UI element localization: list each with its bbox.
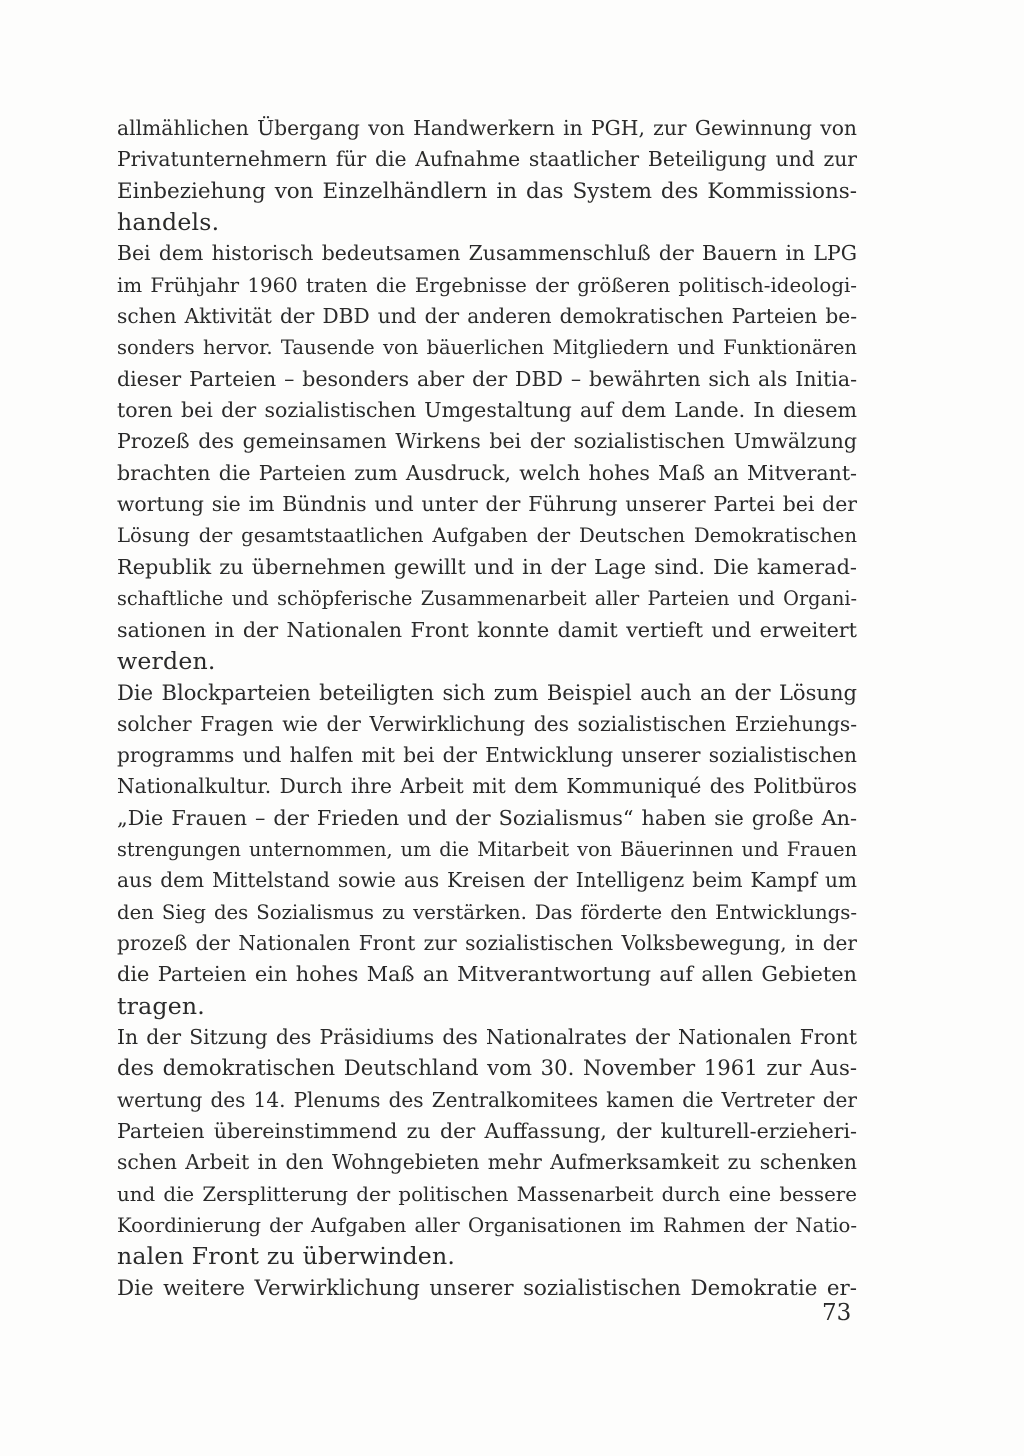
text-line: Koordinierung der Aufgaben aller Organisationen im Rahmen der Natio- — [117, 1214, 857, 1238]
text-line: die Parteien ein hohes Maß an Mitverantwortung auf allen Gebieten — [117, 962, 857, 987]
text-line: Einbeziehung von Einzelhändlern in das System des Kommissions- — [117, 178, 857, 204]
text-line: allmählichen Übergang von Handwerkern in PGH, zur Gewinnung von — [117, 116, 857, 140]
text-line: werden. — [117, 646, 216, 675]
text-line: programms und halfen mit bei der Entwicklung unserer sozialistischen — [117, 742, 857, 767]
text-line: des demokratischen Deutschland vom 30. November 1961 zur Aus- — [117, 1056, 857, 1082]
text-line: wortung sie im Bündnis und unter der Führung unserer Partei bei der — [117, 492, 857, 517]
text-line: sonders hervor. Tausende von bäuerlichen Mitgliedern und Funktionären — [117, 336, 857, 360]
text-line: tragen. — [117, 991, 205, 1020]
text-line: Lösung der gesamtstaatlichen Aufgaben der Deutschen Demokratischen — [117, 524, 857, 548]
text-line: schen Arbeit in den Wohngebieten mehr Aufmerksamkeit zu schenken — [117, 1150, 857, 1175]
text-line: handels. — [117, 208, 220, 237]
text-line: toren bei der sozialistischen Umgestaltung auf dem Lande. In diesem — [117, 398, 857, 423]
text-line: Prozeß des gemeinsamen Wirkens bei der sozialistischen Umwälzung — [117, 429, 857, 454]
text-line: In der Sitzung des Präsidiums des Nationalrates der Nationalen Front — [117, 1024, 857, 1049]
text-line: Privatunternehmern für die Aufnahme staatlicher Beteiligung und zur — [117, 147, 857, 172]
text-line: schaftliche und schöpferische Zusammenarbeit aller Parteien und Organi- — [117, 587, 857, 611]
text-line: Nationalkultur. Durch ihre Arbeit mit dem Kommuniqué des Politbüros — [117, 774, 857, 799]
page-number: 73 — [822, 1300, 852, 1326]
text-line: und die Zersplitterung der politischen Massenarbeit durch eine bessere — [117, 1182, 857, 1206]
text-line: aus dem Mittelstand sowie aus Kreisen der Intelligenz beim Kampf um — [117, 868, 857, 893]
text-line: Die Blockparteien beteiligten sich zum Beispiel auch an der Lösung — [117, 680, 857, 706]
text-line: „Die Frauen – der Frieden und der Sozialismus“ haben sie große An- — [117, 805, 857, 830]
text-line: Bei dem historisch bedeutsamen Zusammenschluß der Bauern in LPG — [117, 241, 857, 266]
text-line: schen Aktivität der DBD und der anderen demokratischen Parteien be- — [117, 304, 857, 329]
text-line: sationen in der Nationalen Front konnte damit vertieft und erweitert — [117, 617, 857, 642]
text-line: den Sieg des Sozialismus zu verstärken. Das förderte den Entwicklungs- — [117, 900, 857, 924]
text-line: wertung des 14. Plenums des Zentralkomitees kamen die Vertreter der — [117, 1087, 857, 1112]
text-line: Republik zu übernehmen gewillt und in der Lage sind. Die kamerad- — [117, 554, 857, 579]
body-text — [117, 113, 857, 1304]
text-line: solcher Fragen wie der Verwirklichung des sozialistischen Erziehungs- — [117, 711, 857, 736]
text-line: im Frühjahr 1960 traten die Ergebnisse der größeren politisch-ideologi- — [117, 273, 857, 297]
text-line: Parteien übereinstimmend zu der Auffassung, der kulturell-erzieheri- — [117, 1119, 857, 1143]
text-line: nalen Front zu überwinden. — [117, 1242, 456, 1271]
text-line: dieser Parteien – besonders aber der DBD – bewährten sich als Initia- — [117, 366, 857, 391]
text-line: brachten die Parteien zum Ausdruck, welch hohes Maß an Mitverant- — [117, 460, 857, 485]
text-line: Die weitere Verwirklichung unserer sozialistischen Demokratie er- — [117, 1275, 857, 1301]
text-line: strengungen unternommen, um die Mitarbeit von Bäuerinnen und Frauen — [117, 837, 857, 861]
text-line: prozeß der Nationalen Front zur sozialistischen Volksbewegung, in der — [117, 930, 857, 955]
